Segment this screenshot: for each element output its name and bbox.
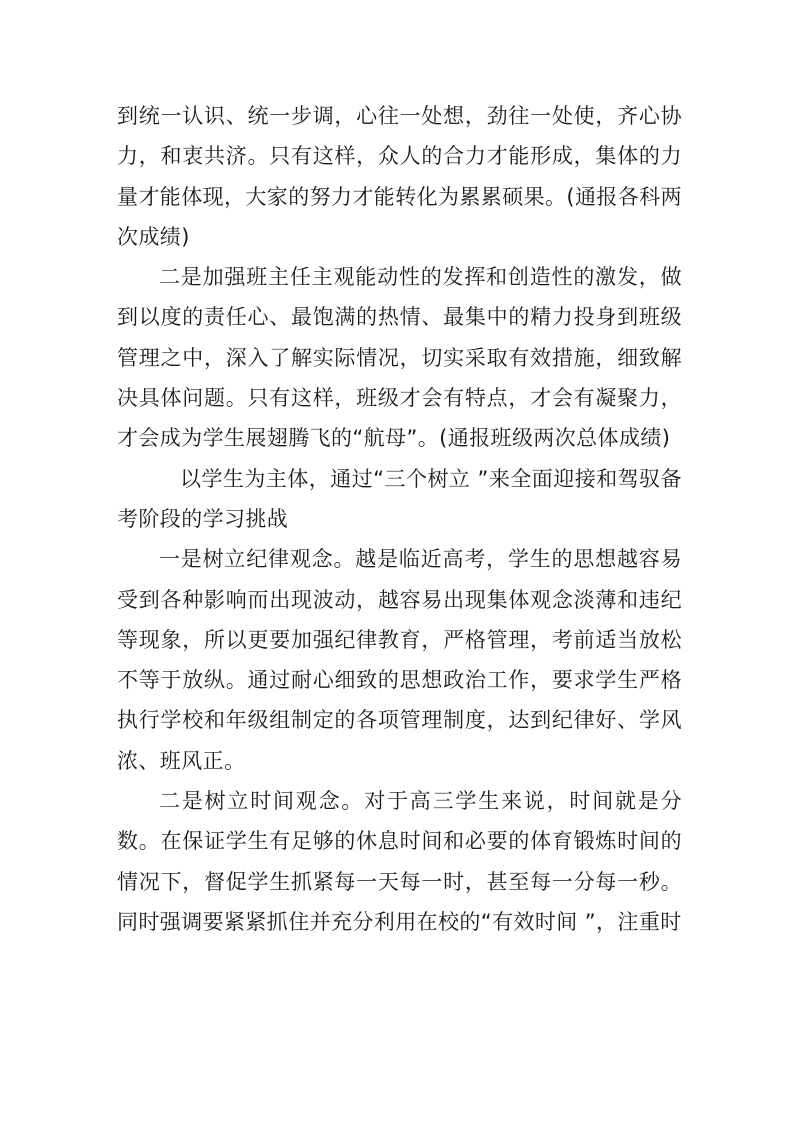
paragraph-class-teacher: 二是加强班主任主观能动性的发挥和创造性的激发，做到以度的责任心、最饱满的热情、最集中的精力投身到班级管理之中，深入了解实际情况，切实采取有效措施，细致解决具体问题。只有这样，班级才会有特点，才会有凝聚力，才会成为学生展翅腾飞的“航母”。(通报班级两次总体成绩) <box>117 265 682 451</box>
section-heading-three-establish: 以学生为主体，通过“三个树立 ”来全面迎接和驾驭备考阶段的学习挑战 <box>117 466 682 531</box>
document-body <box>117 96 682 942</box>
paragraph-continuation: 到统一认识、统一步调，心往一处想，劲往一处使，齐心协力，和衷共济。只有这样，众人的合力才能形成，集体的力量才能体现，大家的努力才能转化为累累硕果。(通报各科两次成绩) <box>117 104 682 249</box>
paragraph-discipline: 一是树立纪律观念。越是临近高考，学生的思想越容易受到各种影响而出现波动，越容易出现集体观念淡薄和违纪等现象，所以更要加强纪律教育，严格管理，考前适当放松不等于放纵。通过耐心细致的思想政治工作，要求学生严格执行学校和年级组制定的各项管理制度，达到纪律好、学风浓、班风正。 <box>117 547 682 773</box>
paragraph-time: 二是树立时间观念。对于高三学生来说，时间就是分数。在保证学生有足够的休息时间和必要的体育锻炼时间的情况下，督促学生抓紧每一天每一时，甚至每一分每一秒。同时强调要紧紧抓住并充分利用在校的“有效时间 ”，注重时 <box>117 789 682 934</box>
